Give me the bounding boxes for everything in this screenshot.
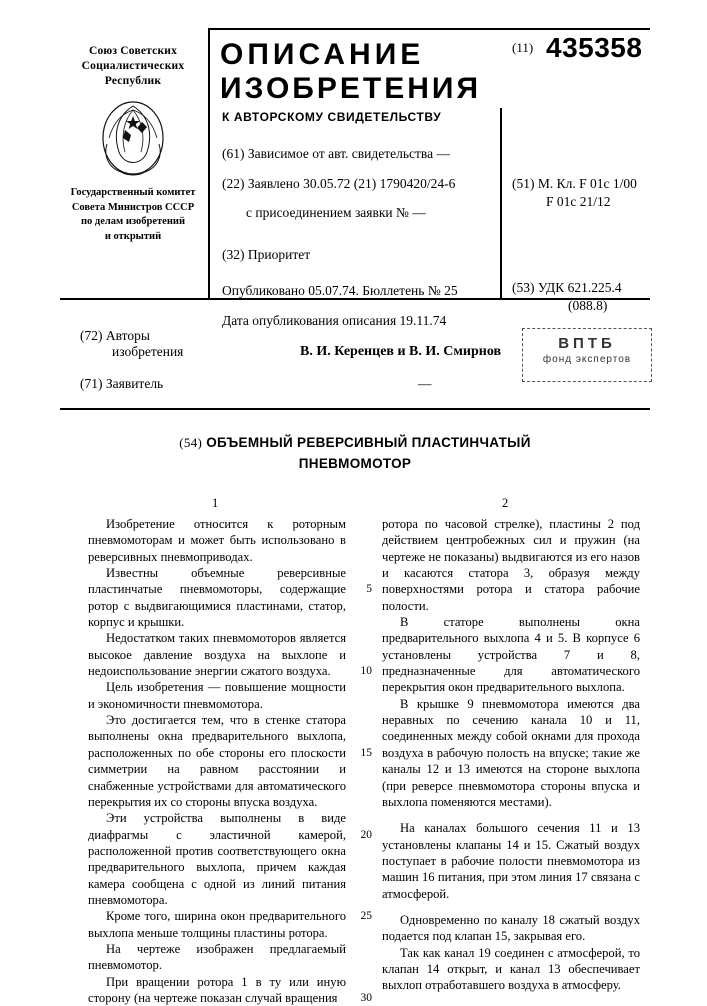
- soviet-emblem-icon: [99, 94, 167, 180]
- paragraph: Известны объемные реверсивные пластинчатые пневмомоторы, содержащие ротор с выдвигающимися пластинами, статор, корпус и крышки.: [88, 566, 346, 630]
- line-number: 10: [360, 665, 372, 678]
- authors-rule: [60, 408, 650, 410]
- header-vertical-divider: [208, 28, 210, 298]
- inid-32-priority: (32) Приоритет: [222, 247, 311, 262]
- library-stamp: [522, 328, 652, 382]
- body-column-left: [88, 516, 346, 1006]
- inid-71-applicant-label: (71) Заявитель: [80, 376, 164, 391]
- inid-54-label: (54): [179, 435, 203, 450]
- document-title-line2: ИЗОБРЕТЕНИЯ: [220, 72, 482, 105]
- inid-53-udc: (53) УДК 621.225.4: [512, 280, 622, 295]
- paragraph: В статоре выполнены окна предварительного выхлопа 4 и 5. В корпусе 6 установлены устройства 7 и 8, предназначенные для автоматического перекрытия окон предварительного выхлопа.: [382, 615, 640, 695]
- paragraph: На каналах большого сечения 11 и 13 установлены клапаны 14 и 15. Сжатый воздух поступает в рабочие полости пневмомотора из машин 16 питания, при этом линия 17 связана с атмосферой.: [382, 821, 640, 901]
- patent-number: 435358: [546, 32, 643, 63]
- paragraph: В крышке 9 пневмомотора имеются два неравных по сечению канала 10 и 11, соединенных между собой окнами для прохода воздуха в рабочую полость на впуске; такие же каналы 12 и 13 имеются на стороне выхлопа (при реверсе пневмомотора стороны впуска и выхлопа поменяются местами).: [382, 696, 640, 809]
- library-stamp-line2: фонд экспертов: [542, 354, 632, 365]
- invention-title-line1: ОБЪЕМНЫЙ РЕВЕРСИВНЫЙ ПЛАСТИНЧАТЫЙ: [206, 435, 531, 450]
- author-names: В. И. Керенцев и В. И. Смирнов: [300, 344, 502, 359]
- inid-addition-note: с присоединением заявки № —: [246, 205, 426, 220]
- issuing-state-name: Союз Советских Социалистических Республик: [81, 45, 185, 87]
- line-number-gutter: [358, 516, 372, 1006]
- description-publication-date: Дата опубликования описания 19.11.74: [222, 313, 447, 328]
- paragraph: Так как канал 19 соединен с атмосферой, то клапан 14 открыт, и канал 13 обеспечивает выхлоп отработавшего воздуха в атмосферу.: [382, 945, 640, 993]
- inid-code-11: (11): [512, 40, 534, 55]
- paragraph: Изобретение относится к роторным пневмомоторам и может быть использовано в реверсивных пневмоприводах.: [88, 517, 346, 564]
- line-number: 25: [360, 910, 372, 923]
- inid-53-udc-second: (088.8): [568, 298, 608, 313]
- inid-51-ipc-second: F 01c 21/12: [546, 194, 611, 209]
- document-subtitle: К АВТОРСКОМУ СВИДЕТЕЛЬСТВУ: [222, 110, 442, 124]
- line-number: 30: [360, 992, 372, 1005]
- paragraph: На чертеже изображен предлагаемый пневмомотор.: [88, 941, 346, 973]
- paragraph: Эти устройства выполнены в виде диафрагмы с эластичной камерой, расположенной против соответствующего окна предварительного выхлопа, причем каждая камера сообщена с одной из линий питания пневмомотора.: [88, 811, 346, 907]
- paragraph: Это достигается тем, что в стенке статора выполнены окна предварительного выхлопа, расположенных по обе стороны его плоскости симметрии на равном расстоянии и снабженные устройствами для автоматического перекрытия их со стороны впуска воздуха.: [88, 713, 346, 809]
- invention-title-line2: ПНЕВМОМОТОР: [298, 456, 412, 471]
- inid-61-dependent: (61) Зависимое от авт. свидетельства —: [222, 146, 450, 161]
- paragraph: Цель изобретения — повышение мощности и экономичности пневмомотора.: [88, 680, 346, 711]
- paragraph: Недостатком таких пневмомоторов является высокое давление воздуха на выхлопе и недоиспользование энергии сжатого воздуха.: [88, 631, 346, 679]
- paragraph: При вращении ротора 1 в ту или иную сторону (на чертеже показан случай вращения: [88, 974, 346, 1005]
- authors-block: [60, 300, 650, 408]
- column-number-right: 2: [502, 496, 509, 510]
- body-column-right: [382, 516, 640, 994]
- inid-22-filing: (22) Заявлено 30.05.72 (21) 1790420/24-6: [222, 176, 456, 191]
- paragraph: Кроме того, ширина окон предварительного выхлопа меньше толщины пластины ротора.: [88, 909, 346, 940]
- paragraph: ротора по часовой стрелке), пластины 2 под действием центробежных сил и пружин (на чертеже не показаны) выдвигаются из его назов и касаются статора 3, образуя между поверхностями ротора и статора рабочие полости.: [382, 517, 640, 613]
- document-title-line1: ОПИСАНИЕ: [220, 38, 425, 71]
- header-vertical-divider-right: [500, 108, 502, 298]
- column-number-left: 1: [212, 496, 219, 510]
- applicant-value: —: [418, 376, 432, 391]
- inid-72-label: (72) Авторы: [80, 328, 150, 343]
- line-number: 15: [360, 746, 372, 759]
- line-number: 20: [360, 828, 372, 841]
- inid-51-ipc: (51) М. Кл. F 01c 1/00: [512, 176, 637, 191]
- header-rule-top: [208, 28, 650, 30]
- patent-header: [60, 28, 650, 328]
- inid-45-published: Опубликовано 05.07.74. Бюллетень № 25: [222, 283, 458, 298]
- paragraph: Одновременно по каналу 18 сжатый воздух подается под клапан 15, закрывая его.: [382, 912, 640, 944]
- inid-72-label-second: изобретения: [112, 344, 184, 359]
- issuing-committee-name: Государственный комитет Совета Министров СССР по делам изобретений и открытий: [70, 187, 196, 242]
- line-number: 5: [366, 583, 372, 596]
- library-stamp-line1: ВПТБ: [558, 335, 616, 352]
- invention-title: [60, 432, 650, 474]
